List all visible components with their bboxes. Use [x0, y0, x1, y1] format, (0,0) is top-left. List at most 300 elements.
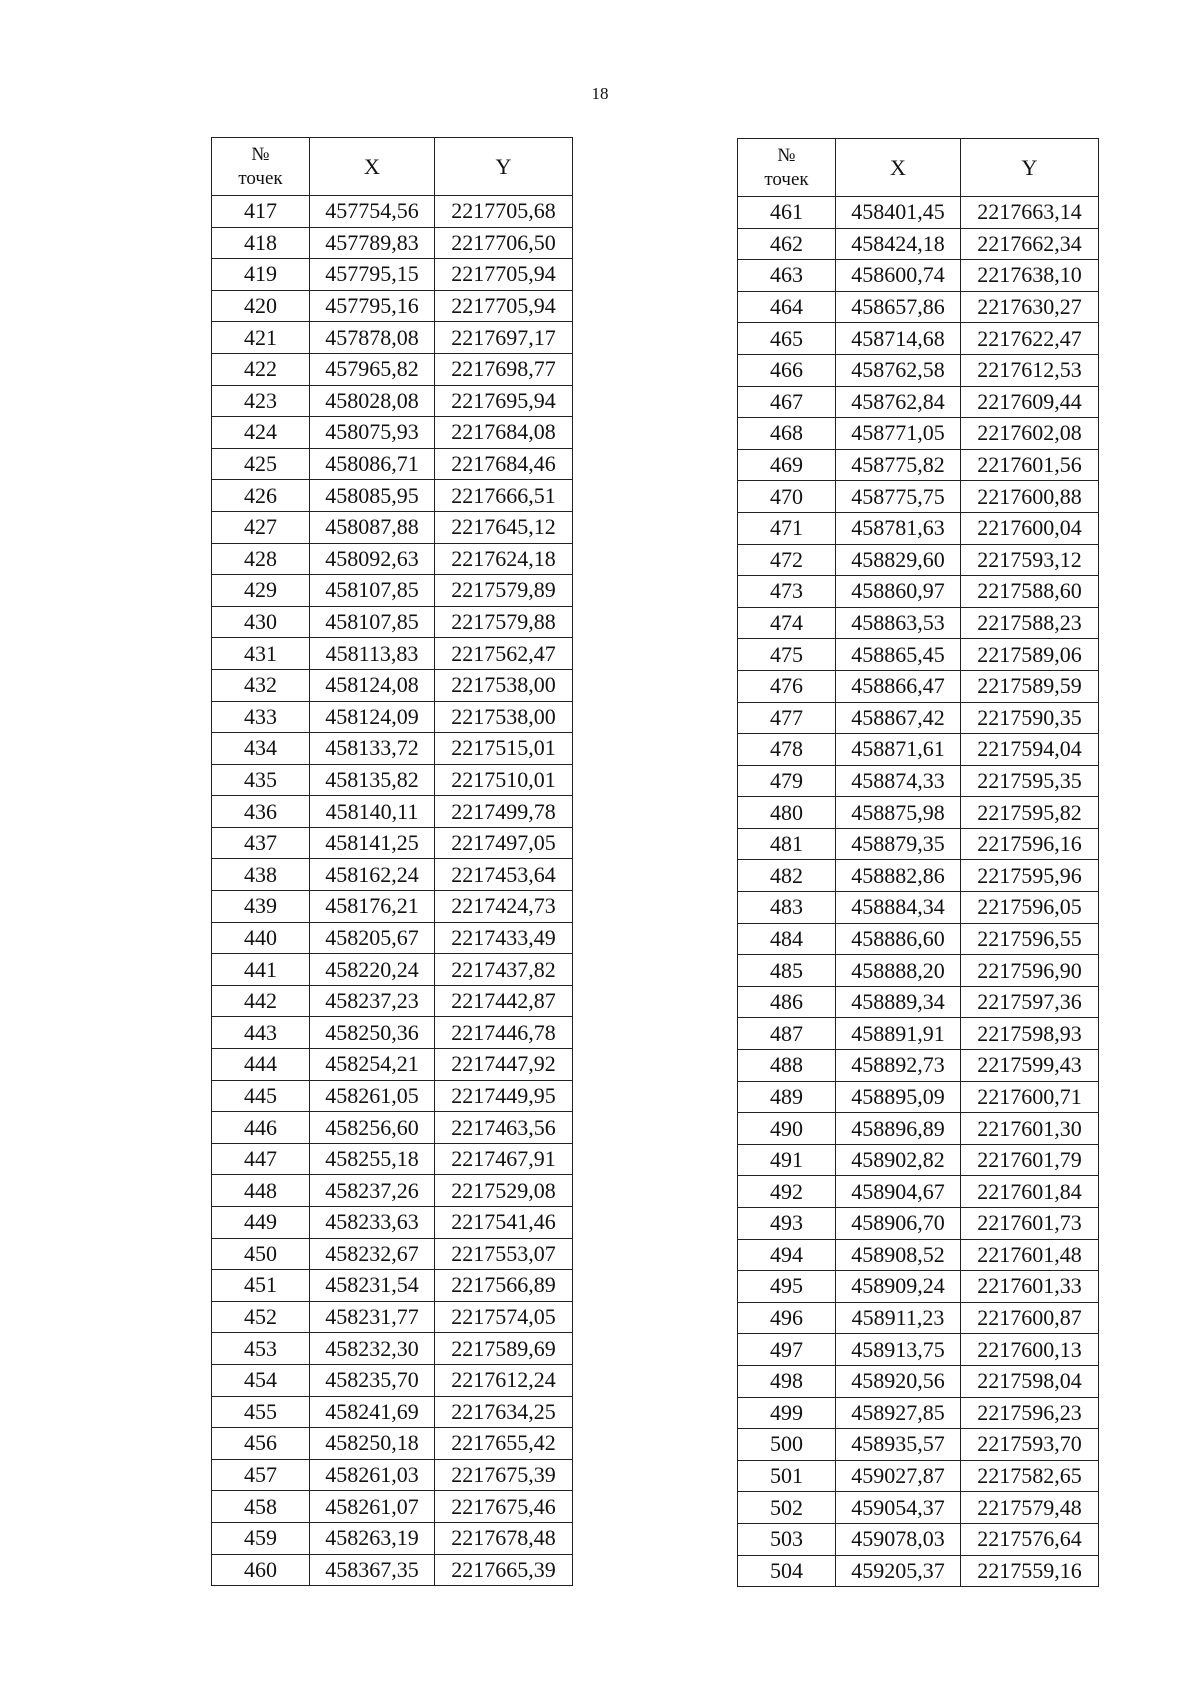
- y-coordinate-cell: 2217559,16: [961, 1555, 1099, 1587]
- table-row: [212, 764, 573, 796]
- point-number-cell: 417: [212, 196, 310, 228]
- table-row: [738, 544, 1099, 576]
- point-number-cell: 449: [212, 1207, 310, 1239]
- point-number-cell: 434: [212, 733, 310, 765]
- x-coordinate-cell: 457878,08: [310, 322, 435, 354]
- x-coordinate-cell: 458884,34: [836, 892, 961, 924]
- table-row: [212, 827, 573, 859]
- table-row: [738, 1302, 1099, 1334]
- point-number-cell: 493: [738, 1208, 836, 1240]
- point-number-cell: 478: [738, 734, 836, 766]
- y-coordinate-cell: 2217597,36: [961, 986, 1099, 1018]
- y-coordinate-cell: 2217499,78: [435, 796, 573, 828]
- header-row: [212, 138, 573, 196]
- x-coordinate-cell: 458775,75: [836, 481, 961, 513]
- y-coordinate-cell: 2217424,73: [435, 891, 573, 923]
- point-number-cell: 418: [212, 227, 310, 259]
- y-coordinate-cell: 2217665,39: [435, 1554, 573, 1586]
- point-number-cell: 438: [212, 859, 310, 891]
- x-coordinate-cell: 458133,72: [310, 733, 435, 765]
- point-number-cell: 489: [738, 1081, 836, 1113]
- x-coordinate-cell: 458895,09: [836, 1081, 961, 1113]
- point-number-cell: 419: [212, 259, 310, 291]
- y-coordinate-cell: 2217446,78: [435, 1017, 573, 1049]
- number-sign: №: [251, 143, 270, 165]
- point-number-cell: 464: [738, 291, 836, 323]
- table-row: [738, 576, 1099, 608]
- table-row: [212, 638, 573, 670]
- x-coordinate-cell: 458781,63: [836, 512, 961, 544]
- x-coordinate-cell: 458891,91: [836, 1018, 961, 1050]
- table-row: [738, 639, 1099, 671]
- point-number-cell: 499: [738, 1397, 836, 1429]
- page-number: 18: [591, 84, 609, 103]
- point-number-cell: 496: [738, 1302, 836, 1334]
- point-number-cell: 475: [738, 639, 836, 671]
- point-number-cell: 447: [212, 1143, 310, 1175]
- point-number-cell: 446: [212, 1112, 310, 1144]
- x-header: X: [310, 138, 435, 196]
- point-number-cell: 500: [738, 1429, 836, 1461]
- table-row: [738, 1523, 1099, 1555]
- y-coordinate-cell: 2217598,93: [961, 1018, 1099, 1050]
- x-coordinate-cell: 457754,56: [310, 196, 435, 228]
- y-coordinate-cell: 2217579,48: [961, 1492, 1099, 1524]
- y-coordinate-cell: 2217442,87: [435, 985, 573, 1017]
- x-coordinate-cell: 458879,35: [836, 828, 961, 860]
- y-coordinate-cell: 2217601,30: [961, 1113, 1099, 1145]
- y-coordinate-cell: 2217596,55: [961, 923, 1099, 955]
- table-row: [212, 543, 573, 575]
- x-coordinate-cell: 458913,75: [836, 1334, 961, 1366]
- x-coordinate-cell: 458140,11: [310, 796, 435, 828]
- x-coordinate-cell: 458231,77: [310, 1301, 435, 1333]
- x-coordinate-cell: 458254,21: [310, 1049, 435, 1081]
- x-coordinate-cell: 458909,24: [836, 1271, 961, 1303]
- x-coordinate-cell: 458250,18: [310, 1428, 435, 1460]
- point-number-cell: 461: [738, 197, 836, 229]
- table-row: [738, 354, 1099, 386]
- point-number-cell: 495: [738, 1271, 836, 1303]
- point-number-cell: 422: [212, 353, 310, 385]
- point-number-cell: 498: [738, 1365, 836, 1397]
- y-coordinate-cell: 2217497,05: [435, 827, 573, 859]
- point-number-cell: 466: [738, 354, 836, 386]
- point-number-cell: 504: [738, 1555, 836, 1587]
- point-number-cell: 421: [212, 322, 310, 354]
- point-number-cell: 467: [738, 386, 836, 418]
- point-number-cell: 490: [738, 1113, 836, 1145]
- point-number-cell: 453: [212, 1333, 310, 1365]
- table-row: [212, 1554, 573, 1586]
- table-row: [212, 1333, 573, 1365]
- coordinates-table-left: [211, 137, 573, 1586]
- table-row: [212, 669, 573, 701]
- y-coordinate-cell: 2217594,04: [961, 734, 1099, 766]
- table-row: [212, 385, 573, 417]
- x-coordinate-cell: 458367,35: [310, 1554, 435, 1586]
- y-coordinate-cell: 2217467,91: [435, 1143, 573, 1175]
- y-coordinate-cell: 2217602,08: [961, 418, 1099, 450]
- point-number-cell: 494: [738, 1239, 836, 1271]
- table-row: [738, 765, 1099, 797]
- x-coordinate-cell: 458261,03: [310, 1459, 435, 1491]
- point-number-cell: 503: [738, 1523, 836, 1555]
- point-number-cell: 483: [738, 892, 836, 924]
- table-row: [212, 227, 573, 259]
- table-body: [212, 196, 573, 1586]
- y-coordinate-cell: 2217566,89: [435, 1270, 573, 1302]
- y-coordinate-cell: 2217600,13: [961, 1334, 1099, 1366]
- y-coordinate-cell: 2217538,00: [435, 669, 573, 701]
- table-row: [738, 449, 1099, 481]
- x-coordinate-cell: 458263,19: [310, 1522, 435, 1554]
- x-coordinate-cell: 457795,16: [310, 290, 435, 322]
- x-coordinate-cell: 458866,47: [836, 670, 961, 702]
- x-coordinate-cell: 458233,63: [310, 1207, 435, 1239]
- x-coordinate-cell: 458135,82: [310, 764, 435, 796]
- x-coordinate-cell: 458424,18: [836, 228, 961, 260]
- point-number-cell: 437: [212, 827, 310, 859]
- table-row: [212, 1491, 573, 1523]
- point-number-cell: 502: [738, 1492, 836, 1524]
- x-coordinate-cell: 459027,87: [836, 1460, 961, 1492]
- x-coordinate-cell: 458237,23: [310, 985, 435, 1017]
- y-coordinate-cell: 2217447,92: [435, 1049, 573, 1081]
- x-coordinate-cell: 458107,85: [310, 606, 435, 638]
- y-coordinate-cell: 2217612,24: [435, 1364, 573, 1396]
- table-row: [738, 512, 1099, 544]
- point-number-cell: 501: [738, 1460, 836, 1492]
- y-coordinate-cell: 2217589,59: [961, 670, 1099, 702]
- x-coordinate-cell: 458241,69: [310, 1396, 435, 1428]
- table-row: [212, 511, 573, 543]
- point-number-cell: 455: [212, 1396, 310, 1428]
- table-row: [212, 1143, 573, 1175]
- point-number-cell: 429: [212, 575, 310, 607]
- table-row: [212, 575, 573, 607]
- x-coordinate-cell: 458762,58: [836, 354, 961, 386]
- point-number-cell: 482: [738, 860, 836, 892]
- table-row: [212, 480, 573, 512]
- y-coordinate-cell: 2217582,65: [961, 1460, 1099, 1492]
- table-row: [738, 1113, 1099, 1145]
- y-coordinate-cell: 2217697,17: [435, 322, 573, 354]
- table-row: [738, 1050, 1099, 1082]
- table-row: [212, 954, 573, 986]
- y-coordinate-cell: 2217579,88: [435, 606, 573, 638]
- y-coordinate-cell: 2217596,05: [961, 892, 1099, 924]
- x-coordinate-cell: 458771,05: [836, 418, 961, 450]
- point-number-cell: 476: [738, 670, 836, 702]
- y-coordinate-cell: 2217684,08: [435, 417, 573, 449]
- table-row: [212, 891, 573, 923]
- table-row: [212, 1270, 573, 1302]
- table-row: [738, 986, 1099, 1018]
- point-number-cell: 451: [212, 1270, 310, 1302]
- y-coordinate-cell: 2217598,04: [961, 1365, 1099, 1397]
- y-coordinate-cell: 2217601,56: [961, 449, 1099, 481]
- table-row: [738, 828, 1099, 860]
- table-row: [212, 606, 573, 638]
- x-coordinate-cell: 458237,26: [310, 1175, 435, 1207]
- table-row: [212, 922, 573, 954]
- y-coordinate-cell: 2217553,07: [435, 1238, 573, 1270]
- x-coordinate-cell: 458086,71: [310, 448, 435, 480]
- y-coordinate-cell: 2217529,08: [435, 1175, 573, 1207]
- table-row: [738, 1429, 1099, 1461]
- y-coordinate-cell: 2217595,96: [961, 860, 1099, 892]
- x-coordinate-cell: 458874,33: [836, 765, 961, 797]
- x-coordinate-cell: 458904,67: [836, 1176, 961, 1208]
- x-coordinate-cell: 458141,25: [310, 827, 435, 859]
- points-word: точек: [238, 167, 283, 189]
- y-coordinate-cell: 2217638,10: [961, 260, 1099, 292]
- point-number-cell: 435: [212, 764, 310, 796]
- table-row: [212, 290, 573, 322]
- point-number-cell: 492: [738, 1176, 836, 1208]
- point-number-header: [212, 138, 310, 196]
- table-row: [738, 734, 1099, 766]
- x-coordinate-cell: 458889,34: [836, 986, 961, 1018]
- table-row: [738, 860, 1099, 892]
- x-coordinate-cell: 458235,70: [310, 1364, 435, 1396]
- point-number-cell: 471: [738, 512, 836, 544]
- point-number-cell: 424: [212, 417, 310, 449]
- y-coordinate-cell: 2217593,12: [961, 544, 1099, 576]
- coordinates-table-right: [737, 138, 1099, 1587]
- point-number-cell: 459: [212, 1522, 310, 1554]
- x-header: X: [836, 139, 961, 197]
- point-number-cell: 469: [738, 449, 836, 481]
- point-number-cell: 430: [212, 606, 310, 638]
- y-coordinate-cell: 2217601,73: [961, 1208, 1099, 1240]
- y-coordinate-cell: 2217663,14: [961, 197, 1099, 229]
- point-number-cell: 485: [738, 955, 836, 987]
- y-coordinate-cell: 2217601,79: [961, 1144, 1099, 1176]
- table-row: [212, 1364, 573, 1396]
- x-coordinate-cell: 458256,60: [310, 1112, 435, 1144]
- y-coordinate-cell: 2217600,04: [961, 512, 1099, 544]
- table-row: [212, 1017, 573, 1049]
- y-coordinate-cell: 2217634,25: [435, 1396, 573, 1428]
- point-number-cell: 441: [212, 954, 310, 986]
- table-row: [212, 1459, 573, 1491]
- x-coordinate-cell: 459078,03: [836, 1523, 961, 1555]
- point-number-cell: 474: [738, 607, 836, 639]
- table-header: [738, 139, 1099, 197]
- y-coordinate-cell: 2217595,82: [961, 797, 1099, 829]
- table-row: [212, 1175, 573, 1207]
- y-coordinate-cell: 2217705,94: [435, 259, 573, 291]
- table-row: [212, 1207, 573, 1239]
- x-coordinate-cell: 458927,85: [836, 1397, 961, 1429]
- x-coordinate-cell: 458205,67: [310, 922, 435, 954]
- y-coordinate-cell: 2217706,50: [435, 227, 573, 259]
- y-coordinate-cell: 2217601,84: [961, 1176, 1099, 1208]
- table-row: [738, 955, 1099, 987]
- table-row: [738, 607, 1099, 639]
- x-coordinate-cell: 457965,82: [310, 353, 435, 385]
- number-sign: №: [777, 144, 796, 166]
- table-row: [738, 1460, 1099, 1492]
- table-body: [738, 197, 1099, 1587]
- y-coordinate-cell: 2217596,23: [961, 1397, 1099, 1429]
- x-coordinate-cell: 458762,84: [836, 386, 961, 418]
- point-number-cell: 497: [738, 1334, 836, 1366]
- point-number-cell: 477: [738, 702, 836, 734]
- y-coordinate-cell: 2217645,12: [435, 511, 573, 543]
- point-number-cell: 443: [212, 1017, 310, 1049]
- x-coordinate-cell: 458220,24: [310, 954, 435, 986]
- x-coordinate-cell: 458902,82: [836, 1144, 961, 1176]
- table-row: [212, 1080, 573, 1112]
- table-row: [212, 322, 573, 354]
- x-coordinate-cell: 458657,86: [836, 291, 961, 323]
- x-coordinate-cell: 458261,07: [310, 1491, 435, 1523]
- x-coordinate-cell: 458401,45: [836, 197, 961, 229]
- x-coordinate-cell: 458775,82: [836, 449, 961, 481]
- table-row: [738, 197, 1099, 229]
- x-coordinate-cell: 458261,05: [310, 1080, 435, 1112]
- point-number-cell: 465: [738, 323, 836, 355]
- x-coordinate-cell: 458888,20: [836, 955, 961, 987]
- y-coordinate-cell: 2217675,39: [435, 1459, 573, 1491]
- table-row: [738, 670, 1099, 702]
- point-number-cell: 463: [738, 260, 836, 292]
- y-coordinate-cell: 2217596,90: [961, 955, 1099, 987]
- y-coordinate-cell: 2217684,46: [435, 448, 573, 480]
- table-row: [738, 1018, 1099, 1050]
- y-coordinate-cell: 2217698,77: [435, 353, 573, 385]
- x-coordinate-cell: 458600,74: [836, 260, 961, 292]
- point-number-cell: 433: [212, 701, 310, 733]
- point-number-cell: 442: [212, 985, 310, 1017]
- x-coordinate-cell: 458906,70: [836, 1208, 961, 1240]
- point-number-cell: 479: [738, 765, 836, 797]
- point-number-cell: 426: [212, 480, 310, 512]
- point-number-cell: 460: [212, 1554, 310, 1586]
- point-number-cell: 420: [212, 290, 310, 322]
- y-coordinate-cell: 2217588,60: [961, 576, 1099, 608]
- point-number-cell: 484: [738, 923, 836, 955]
- table-row: [212, 259, 573, 291]
- y-coordinate-cell: 2217600,71: [961, 1081, 1099, 1113]
- points-word: точек: [764, 168, 809, 190]
- x-coordinate-cell: 458231,54: [310, 1270, 435, 1302]
- y-coordinate-cell: 2217601,33: [961, 1271, 1099, 1303]
- x-coordinate-cell: 458935,57: [836, 1429, 961, 1461]
- header-row: [738, 139, 1099, 197]
- y-coordinate-cell: 2217600,87: [961, 1302, 1099, 1334]
- y-coordinate-cell: 2217562,47: [435, 638, 573, 670]
- point-number-cell: 486: [738, 986, 836, 1018]
- y-coordinate-cell: 2217449,95: [435, 1080, 573, 1112]
- y-coordinate-cell: 2217453,64: [435, 859, 573, 891]
- x-coordinate-cell: 458829,60: [836, 544, 961, 576]
- x-coordinate-cell: 459054,37: [836, 1492, 961, 1524]
- x-coordinate-cell: 458162,24: [310, 859, 435, 891]
- point-number-cell: 439: [212, 891, 310, 923]
- table-row: [738, 892, 1099, 924]
- point-number-cell: 458: [212, 1491, 310, 1523]
- y-coordinate-cell: 2217609,44: [961, 386, 1099, 418]
- y-coordinate-cell: 2217576,64: [961, 1523, 1099, 1555]
- x-coordinate-cell: 458232,67: [310, 1238, 435, 1270]
- y-coordinate-cell: 2217655,42: [435, 1428, 573, 1460]
- point-number-cell: 425: [212, 448, 310, 480]
- x-coordinate-cell: 458892,73: [836, 1050, 961, 1082]
- table-row: [738, 260, 1099, 292]
- x-coordinate-cell: 458886,60: [836, 923, 961, 955]
- point-number-cell: 431: [212, 638, 310, 670]
- y-coordinate-cell: 2217515,01: [435, 733, 573, 765]
- point-number-cell: 462: [738, 228, 836, 260]
- x-coordinate-cell: 458087,88: [310, 511, 435, 543]
- table-row: [738, 923, 1099, 955]
- table-row: [738, 702, 1099, 734]
- point-number-cell: 457: [212, 1459, 310, 1491]
- x-coordinate-cell: 458107,85: [310, 575, 435, 607]
- table-row: [212, 701, 573, 733]
- point-number-cell: 436: [212, 796, 310, 828]
- y-coordinate-cell: 2217574,05: [435, 1301, 573, 1333]
- table-row: [738, 418, 1099, 450]
- x-coordinate-cell: 458714,68: [836, 323, 961, 355]
- x-coordinate-cell: 458875,98: [836, 797, 961, 829]
- x-coordinate-cell: 457789,83: [310, 227, 435, 259]
- y-coordinate-cell: 2217596,16: [961, 828, 1099, 860]
- table-row: [212, 1428, 573, 1460]
- x-coordinate-cell: 458255,18: [310, 1143, 435, 1175]
- x-coordinate-cell: 458075,93: [310, 417, 435, 449]
- x-coordinate-cell: 458860,97: [836, 576, 961, 608]
- y-coordinate-cell: 2217437,82: [435, 954, 573, 986]
- y-coordinate-cell: 2217590,35: [961, 702, 1099, 734]
- x-coordinate-cell: 458871,61: [836, 734, 961, 766]
- table-row: [212, 1112, 573, 1144]
- y-coordinate-cell: 2217624,18: [435, 543, 573, 575]
- point-number-cell: 444: [212, 1049, 310, 1081]
- point-number-cell: 427: [212, 511, 310, 543]
- x-coordinate-cell: 458028,08: [310, 385, 435, 417]
- y-coordinate-cell: 2217601,48: [961, 1239, 1099, 1271]
- y-coordinate-cell: 2217678,48: [435, 1522, 573, 1554]
- point-number-cell: 470: [738, 481, 836, 513]
- y-coordinate-cell: 2217630,27: [961, 291, 1099, 323]
- table-row: [738, 1492, 1099, 1524]
- table-row: [738, 1176, 1099, 1208]
- table-row: [738, 1144, 1099, 1176]
- y-coordinate-cell: 2217675,46: [435, 1491, 573, 1523]
- table-row: [738, 1555, 1099, 1587]
- x-coordinate-cell: 458124,08: [310, 669, 435, 701]
- y-coordinate-cell: 2217666,51: [435, 480, 573, 512]
- table-row: [212, 985, 573, 1017]
- x-coordinate-cell: 458113,83: [310, 638, 435, 670]
- y-coordinate-cell: 2217579,89: [435, 575, 573, 607]
- table-header: [212, 138, 573, 196]
- point-number-cell: 481: [738, 828, 836, 860]
- point-number-cell: 480: [738, 797, 836, 829]
- x-coordinate-cell: 458920,56: [836, 1365, 961, 1397]
- table-row: [212, 859, 573, 891]
- table-row: [738, 228, 1099, 260]
- point-number-cell: 452: [212, 1301, 310, 1333]
- x-coordinate-cell: 458085,95: [310, 480, 435, 512]
- point-number-cell: 487: [738, 1018, 836, 1050]
- y-coordinate-cell: 2217510,01: [435, 764, 573, 796]
